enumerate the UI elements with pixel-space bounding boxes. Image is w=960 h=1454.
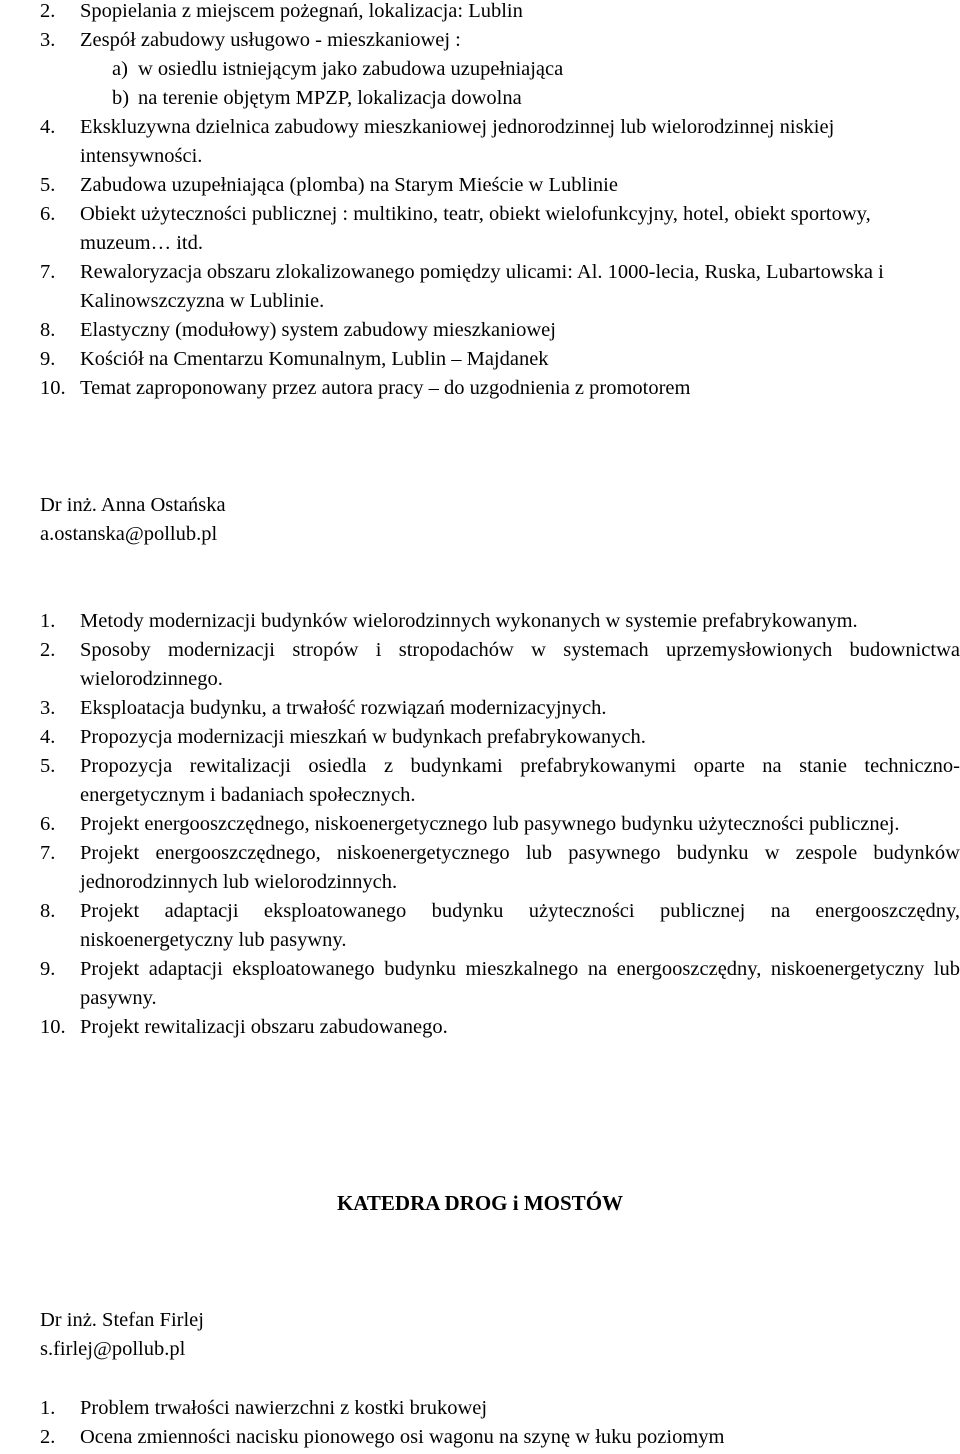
item-number: 8. bbox=[40, 900, 56, 922]
item-number: 3. bbox=[40, 29, 56, 51]
item-text: Problem trwałości nawierzchni z kostki brukowej bbox=[80, 1397, 488, 1419]
list-item bbox=[0, 897, 960, 955]
list-item bbox=[0, 810, 960, 839]
supervisor-name: Dr inż. Stefan Firlej bbox=[40, 1309, 204, 1331]
item-number: 4. bbox=[40, 116, 56, 138]
list-item bbox=[0, 839, 960, 897]
list-item bbox=[0, 0, 960, 26]
item-text: Propozycja rewitalizacji osiedla z budynkami prefabrykowanymi oparte na stanie techniczno-energetycznym i badaniach społecznych. bbox=[80, 755, 960, 806]
item-number: 6. bbox=[40, 203, 56, 225]
item-number: 4. bbox=[40, 726, 56, 748]
item-text: Sposoby modernizacji stropów i stropodachów w systemach uprzemysłowionych budownictwa wielorodzinnego. bbox=[80, 639, 960, 690]
item-number: 10. bbox=[40, 377, 66, 399]
sub-list-item bbox=[0, 84, 960, 113]
supervisor-name: Dr inż. Anna Ostańska bbox=[40, 494, 226, 516]
item-number: 7. bbox=[40, 842, 56, 864]
item-text: na terenie objętym MPZP, lokalizacja dowolna bbox=[138, 87, 522, 109]
list-item bbox=[0, 316, 960, 345]
list-item bbox=[0, 607, 960, 636]
item-number: 2. bbox=[40, 639, 56, 661]
list-item bbox=[0, 694, 960, 723]
supervisor-block-2 bbox=[0, 1306, 960, 1364]
item-number: 9. bbox=[40, 958, 56, 980]
item-letter: b) bbox=[112, 87, 130, 109]
item-text: Obiekt użyteczności publicznej : multikino, teatr, obiekt wielofunkcyjny, hotel, obiekt sportowy, muzeum… itd. bbox=[80, 203, 871, 254]
item-number: 2. bbox=[40, 0, 56, 22]
list-item bbox=[0, 752, 960, 810]
item-number: 3. bbox=[40, 697, 56, 719]
item-text: Projekt adaptacji eksploatowanego budynku mieszkalnego na energooszczędny, niskoenergetyczny lub pasywny. bbox=[80, 958, 960, 1009]
item-text: Zespół zabudowy usługowo - mieszkaniowej : bbox=[80, 29, 461, 51]
supervisor-email[interactable]: s.firlej@pollub.pl bbox=[40, 1338, 186, 1360]
list-item bbox=[0, 200, 960, 258]
item-text: Temat zaproponowany przez autora pracy – do uzgodnienia z promotorem bbox=[80, 377, 691, 399]
list-item bbox=[0, 345, 960, 374]
item-number: 2. bbox=[40, 1426, 56, 1448]
item-text: Propozycja modernizacji mieszkań w budynkach prefabrykowanych. bbox=[80, 726, 646, 748]
item-text: Zabudowa uzupełniająca (plomba) na Starym Mieście w Lublinie bbox=[80, 174, 618, 196]
item-text: w osiedlu istniejącym jako zabudowa uzupełniająca bbox=[138, 58, 564, 80]
list-item bbox=[0, 723, 960, 752]
item-number: 6. bbox=[40, 813, 56, 835]
item-number: 8. bbox=[40, 319, 56, 341]
item-text: Rewaloryzacja obszaru zlokalizowanego pomiędzy ulicami: Al. 1000-lecia, Ruska, Lubartowska i Kalinowszczyzna w Lublinie. bbox=[80, 261, 884, 312]
sub-list-item bbox=[0, 55, 960, 84]
item-number: 9. bbox=[40, 348, 56, 370]
list-item bbox=[0, 113, 960, 171]
item-text: Elastyczny (modułowy) system zabudowy mieszkaniowej bbox=[80, 319, 556, 341]
topic-list-b bbox=[0, 607, 960, 1042]
item-text: Spopielania z miejscem pożegnań, lokalizacja: Lublin bbox=[80, 0, 523, 22]
list-item bbox=[0, 1423, 960, 1452]
item-text: Ocena zmienności nacisku pionowego osi wagonu na szynę w łuku poziomym bbox=[80, 1426, 725, 1448]
supervisor-block-1 bbox=[0, 491, 960, 549]
item-number: 1. bbox=[40, 1397, 56, 1419]
item-number: 1. bbox=[40, 610, 56, 632]
list-item bbox=[0, 636, 960, 694]
item-text: Metody modernizacji budynków wielorodzinnych wykonanych w systemie prefabrykowanym. bbox=[80, 610, 858, 632]
supervisor-email[interactable]: a.ostanska@pollub.pl bbox=[40, 523, 218, 545]
item-number: 5. bbox=[40, 174, 56, 196]
list-item bbox=[0, 171, 960, 200]
list-item bbox=[0, 374, 960, 403]
list-item bbox=[0, 1013, 960, 1042]
item-text: Projekt energooszczędnego, niskoenergetycznego lub pasywnego budynku w zespole budynków jednorodzinnych lub wielorodzinnych. bbox=[80, 842, 960, 893]
item-letter: a) bbox=[112, 58, 128, 80]
item-text: Eksploatacja budynku, a trwałość rozwiązań modernizacyjnych. bbox=[80, 697, 607, 719]
list-item bbox=[0, 258, 960, 316]
topic-list-c bbox=[0, 1394, 960, 1452]
item-number: 5. bbox=[40, 755, 56, 777]
topic-list-a bbox=[0, 0, 960, 403]
item-text: Projekt adaptacji eksploatowanego budynku użyteczności publicznej na energooszczędny, niskoenergetyczny lub pasywny. bbox=[80, 900, 960, 951]
list-item bbox=[0, 26, 960, 55]
item-text: Kościół na Cmentarzu Komunalnym, Lublin – Majdanek bbox=[80, 348, 549, 370]
item-text: Projekt rewitalizacji obszaru zabudowanego. bbox=[80, 1016, 448, 1038]
item-text: Ekskluzywna dzielnica zabudowy mieszkaniowej jednorodzinnej lub wielorodzinnej niskiej intensywności. bbox=[80, 116, 835, 167]
item-number: 7. bbox=[40, 261, 56, 283]
section-heading: KATEDRA DROG i MOSTÓW bbox=[336, 1191, 624, 1215]
item-number: 10. bbox=[40, 1016, 66, 1038]
list-item bbox=[0, 955, 960, 1013]
list-item bbox=[0, 1394, 960, 1423]
item-text: Projekt energooszczędnego, niskoenergetycznego lub pasywnego budynku użyteczności publicznej. bbox=[80, 813, 900, 835]
